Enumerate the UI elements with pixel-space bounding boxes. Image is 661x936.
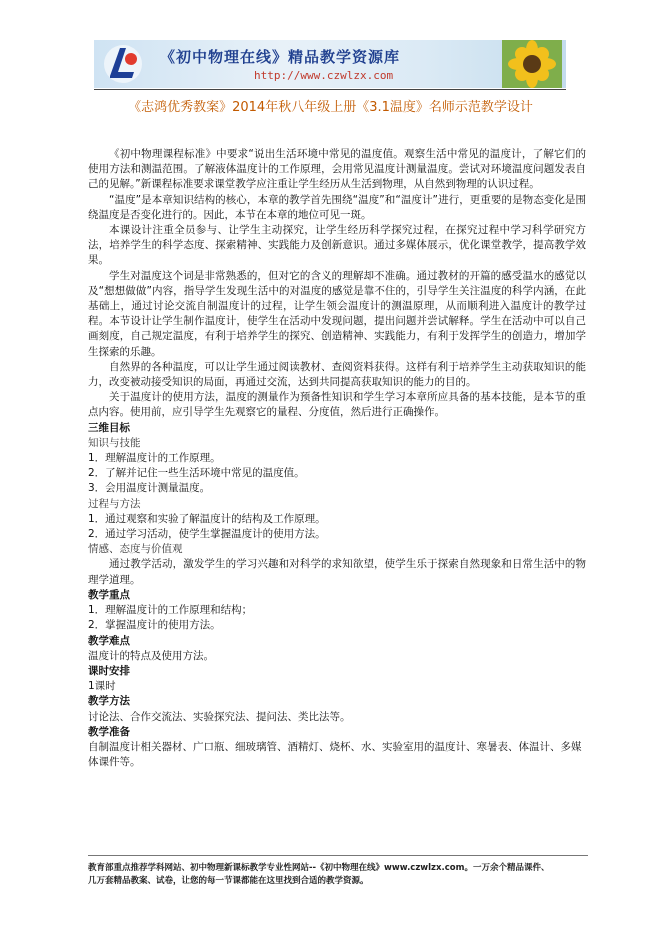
heading-schedule: 课时安排 <box>88 664 130 677</box>
subheading-knowledge: 知识与技能 <box>88 436 141 449</box>
document-body <box>88 147 586 770</box>
footer-rule <box>88 855 588 856</box>
list-item: 1．通过观察和实验了解温度计的结构及工作原理。 <box>88 512 326 525</box>
paragraph-core: “温度”是本章知识结构的核心，本章的教学首先围绕“温度”和“温度计”进行，更重要的是物态变化是围绕温度是否变化进行的。因此，本节在本章的地位可见一斑。 <box>88 193 586 221</box>
difficulty-text: 温度计的特点及使用方法。 <box>88 649 214 662</box>
list-item: 2．通过学习活动，使学生掌握温度计的使用方法。 <box>88 528 326 541</box>
site-banner <box>94 40 566 88</box>
heading-key-points: 教学重点 <box>88 588 130 601</box>
methods-text: 讨论法、合作交流法、实验探究法、提问法、类比法等。 <box>88 710 351 723</box>
banner-url[interactable]: http://www.czwlzx.com <box>254 69 394 82</box>
paragraph-design: 本课设计注重全员参与、让学生主动探究，让学生经历科学探究过程，在探究过程中学习科学研究方法，培养学生的科学态度、探索精神、实践能力及创新意识。通过多媒体展示，优化课堂教学，提高教学效果。 <box>88 224 586 267</box>
subheading-emotion: 情感、态度与价值观 <box>88 543 183 556</box>
subheading-process: 过程与方法 <box>88 497 141 510</box>
site-logo-icon <box>100 42 146 86</box>
page-footer <box>88 862 588 888</box>
schedule-text: 1课时 <box>88 680 116 693</box>
paragraph-students: 学生对温度这个词是非常熟悉的，但对它的含义的理解却不准确。通过教材的开篇的感受温水的感觉以及“想想做做”内容，指导学生发现生活中的对温度的感觉是靠不住的，引导学生关注温度的科学内涵，在此基础上，通过讨论交流自制温度计的过程，让学生领会温度计的测温原理，从而顺利进入温度计的教学过程。本节设计让学生制作温度计，使学生在活动中发现问题，提出问题并尝试解释。学生在活动中可以自己画刻度，自己规定温度，有利于培养学生的探究、创造精神、实践能力，有利于发挥学生的创造力，增加学生探索的乐趣。 <box>88 269 586 358</box>
footer-line-2: 几万套精品教案、试卷，让您的每一节课都能在这里找到合适的教学资源。 <box>88 876 369 886</box>
heading-goals: 三维目标 <box>88 421 130 434</box>
list-item: 1．理解温度计的工作原理。 <box>88 452 221 465</box>
paragraph-usage: 关于温度计的使用方法，温度的测量作为预备性知识和学生学习本章所应具备的基本技能，是本节的重点内容。使用前，应引导学生先观察它的量程、分度值，然后进行正确操作。 <box>88 391 586 419</box>
preparation-text: 自制温度计相关器材、广口瓶、细玻璃管、酒精灯、烧杯、水、实验室用的温度计、寒暑表、体温计、多媒体课件等。 <box>88 740 582 769</box>
header-rule <box>94 89 566 90</box>
list-item: 1．理解温度计的工作原理和结构； <box>88 604 253 617</box>
heading-preparation: 教学准备 <box>88 725 130 738</box>
document-title: 《志鸿优秀教案》2014年秋八年级上册《3.1温度》名师示范教学设计 <box>128 100 533 115</box>
list-item: 3．会用温度计测量温度。 <box>88 482 211 495</box>
banner-title: 《初中物理在线》精品教学资源库 <box>160 48 401 66</box>
heading-methods: 教学方法 <box>88 695 130 708</box>
list-item: 2．掌握温度计的使用方法。 <box>88 619 221 632</box>
footer-line-1: 教育部重点推荐学科网站、初中物理新课标教学专业性网站--《初中物理在线》www.czwlzx.com。一万余个精品课件、 <box>88 863 550 873</box>
paragraph-nature: 自然界的各种温度，可以让学生通过阅读教材、查阅资料获得。这样有利于培养学生主动获取知识的能力，改变被动接受知识的局面，再通过交流，达到共同提高获取知识的能力的目的。 <box>88 360 586 389</box>
paragraph-curriculum: 《初中物理课程标准》中要求“说出生活环境中常见的温度值。观察生活中常见的温度计，了解它们的使用方法和测温范围。了解液体温度计的工作原理，会用常见温度计测量温度。尝试对环境温度问题发表自己的见解。”新课程标准要求课堂教学应注重让学生经历从生活到物理，从自然到物理的认识过程。 <box>88 148 586 191</box>
heading-difficulty: 教学难点 <box>88 634 130 647</box>
paragraph-emotion: 通过教学活动，激发学生的学习兴趣和对科学的求知欲望，使学生乐于探索自然现象和日常生活中的物理学道理。 <box>88 558 586 586</box>
list-item: 2．了解并记住一些生活环境中常见的温度值。 <box>88 467 305 480</box>
sunflower-icon <box>502 40 562 88</box>
